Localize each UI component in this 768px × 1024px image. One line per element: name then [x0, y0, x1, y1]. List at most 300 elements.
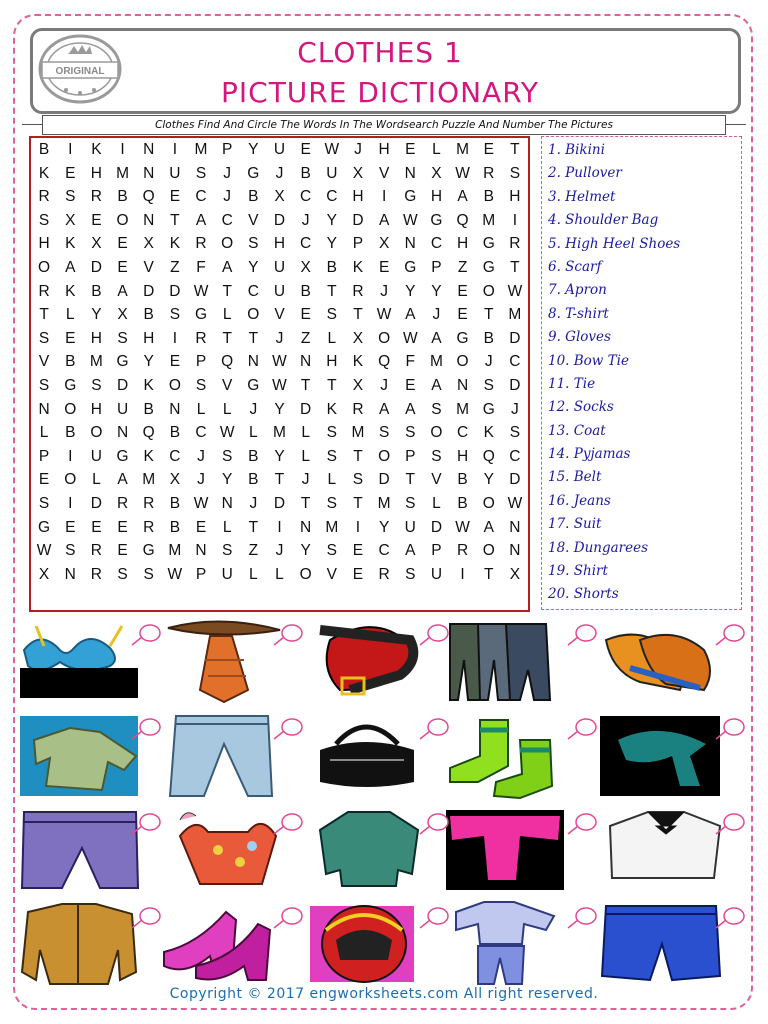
grid-letter[interactable]: T — [405, 471, 415, 489]
grid-letter[interactable]: T — [484, 565, 494, 583]
grid-letter[interactable]: Y — [483, 471, 494, 489]
grid-letter[interactable]: B — [300, 282, 311, 300]
grid-letter[interactable]: W — [402, 329, 418, 347]
grid-letter[interactable]: X — [143, 235, 154, 253]
grid-letter[interactable]: J — [197, 447, 205, 465]
grid-letter[interactable]: L — [249, 424, 258, 442]
grid-letter[interactable]: H — [352, 188, 364, 206]
number-bubble[interactable] — [724, 625, 744, 641]
grid-letter[interactable]: P — [431, 258, 442, 276]
grid-letter[interactable]: S — [38, 329, 50, 347]
grid-letter[interactable]: R — [195, 329, 207, 347]
shirt-icon[interactable] — [610, 812, 720, 878]
grid-letter[interactable]: H — [509, 188, 521, 206]
dungarees-icon[interactable] — [22, 812, 138, 888]
grid-letter[interactable]: L — [432, 494, 441, 512]
grid-letter[interactable]: O — [64, 400, 77, 418]
grid-letter[interactable]: T — [353, 306, 363, 324]
grid-letter[interactable]: E — [457, 282, 468, 300]
grid-letter[interactable]: M — [168, 542, 182, 560]
belt-icon[interactable] — [320, 627, 415, 694]
jeans-icon[interactable] — [170, 716, 272, 796]
grid-letter[interactable]: A — [378, 400, 390, 418]
grid-letter[interactable]: H — [90, 164, 102, 182]
grid-letter[interactable]: O — [116, 211, 129, 229]
grid-letter[interactable]: A — [117, 282, 128, 300]
number-bubble[interactable] — [282, 814, 302, 830]
grid-letter[interactable]: J — [275, 542, 284, 560]
grid-letter[interactable]: P — [195, 353, 207, 371]
grid-letter[interactable]: X — [509, 565, 521, 583]
grid-letter[interactable]: O — [38, 258, 51, 276]
grid-letter[interactable]: S — [222, 447, 233, 465]
grid-letter[interactable]: P — [405, 447, 416, 465]
grid-letter[interactable]: J — [197, 471, 205, 489]
grid-letter[interactable]: N — [300, 518, 312, 536]
grid-letter[interactable]: R — [38, 188, 50, 206]
grid-letter[interactable]: Z — [300, 329, 311, 347]
grid-letter[interactable]: G — [482, 235, 495, 253]
number-bubble[interactable] — [724, 719, 744, 735]
grid-letter[interactable]: T — [274, 471, 285, 489]
grid-letter[interactable]: N — [247, 353, 259, 371]
grid-letter[interactable]: U — [326, 164, 338, 182]
grid-letter[interactable]: N — [143, 141, 155, 158]
grid-letter[interactable]: B — [143, 306, 154, 324]
grid-letter[interactable]: S — [65, 542, 76, 560]
grid-letter[interactable]: H — [90, 329, 102, 347]
grid-letter[interactable]: C — [456, 424, 469, 442]
grid-letter[interactable]: T — [300, 376, 311, 394]
grid-letter[interactable]: V — [248, 211, 259, 229]
grid-letter[interactable]: B — [65, 424, 76, 442]
grid-letter[interactable]: P — [352, 235, 364, 253]
grid-letter[interactable]: S — [326, 542, 337, 560]
grid-letter[interactable]: Y — [143, 353, 154, 371]
grid-letter[interactable]: U — [221, 565, 233, 583]
grid-letter[interactable]: Y — [248, 258, 259, 276]
grid-letter[interactable]: J — [223, 188, 232, 206]
grid-letter[interactable]: P — [431, 542, 442, 560]
grid-letter[interactable]: D — [509, 376, 521, 394]
grid-letter[interactable]: S — [405, 494, 416, 512]
grid-letter[interactable]: C — [195, 188, 207, 206]
grid-letter[interactable]: G — [116, 447, 129, 465]
grid-letter[interactable]: J — [380, 376, 388, 394]
grid-letter[interactable]: G — [404, 188, 417, 206]
grid-letter[interactable]: W — [193, 282, 209, 300]
number-bubble[interactable] — [576, 814, 596, 830]
grid-letter[interactable]: G — [64, 376, 77, 394]
grid-letter[interactable]: I — [68, 141, 73, 158]
grid-letter[interactable]: C — [300, 235, 312, 253]
grid-letter[interactable]: O — [456, 353, 469, 371]
grid-letter[interactable]: X — [352, 329, 364, 347]
grid-letter[interactable]: A — [378, 211, 390, 229]
grid-letter[interactable]: E — [169, 353, 181, 371]
grid-letter[interactable]: R — [143, 494, 155, 512]
grid-letter[interactable]: I — [68, 494, 73, 512]
grid-letter[interactable]: Z — [457, 258, 468, 276]
grid-letter[interactable]: E — [65, 164, 76, 182]
grid-letter[interactable]: Q — [482, 447, 495, 465]
grid-letter[interactable]: A — [405, 542, 416, 560]
grid-letter[interactable]: B — [65, 353, 76, 371]
grid-letter[interactable]: N — [404, 235, 416, 253]
tie-icon[interactable] — [168, 621, 280, 702]
grid-letter[interactable]: R — [456, 542, 469, 560]
grid-letter[interactable]: G — [482, 400, 495, 418]
grid-letter[interactable]: L — [222, 306, 232, 324]
grid-letter[interactable]: S — [38, 211, 50, 229]
grid-letter[interactable]: V — [222, 376, 233, 394]
grid-letter[interactable]: A — [405, 400, 416, 418]
grid-letter[interactable]: S — [248, 235, 259, 253]
grid-letter[interactable]: V — [38, 353, 50, 371]
grid-letter[interactable]: C — [247, 282, 259, 300]
grid-letter[interactable]: I — [460, 565, 465, 583]
grid-letter[interactable]: D — [509, 471, 521, 489]
grid-letter[interactable]: E — [65, 329, 76, 347]
grid-letter[interactable]: Y — [274, 447, 285, 465]
grid-letter[interactable]: H — [378, 141, 390, 158]
pullover-icon[interactable] — [320, 812, 418, 886]
grid-letter[interactable]: L — [275, 565, 284, 583]
grid-letter[interactable]: G — [116, 353, 129, 371]
grid-letter[interactable]: E — [169, 188, 181, 206]
grid-letter[interactable]: B — [483, 329, 494, 347]
grid-letter[interactable]: A — [195, 211, 207, 229]
grid-letter[interactable]: K — [143, 376, 154, 394]
grid-letter[interactable]: R — [90, 542, 102, 560]
grid-letter[interactable]: T — [353, 494, 363, 512]
grid-letter[interactable]: O — [378, 329, 391, 347]
grid-letter[interactable]: L — [92, 471, 101, 489]
grid-letter[interactable]: R — [116, 494, 129, 512]
grid-letter[interactable]: E — [378, 258, 390, 276]
suit-icon[interactable] — [450, 624, 550, 700]
grid-letter[interactable]: K — [65, 282, 76, 300]
grid-letter[interactable]: E — [483, 141, 494, 158]
grid-letter[interactable]: S — [326, 494, 337, 512]
grid-letter[interactable]: S — [195, 164, 207, 182]
grid-letter[interactable]: T — [248, 518, 259, 536]
number-bubble[interactable] — [428, 719, 448, 735]
grid-letter[interactable]: V — [326, 565, 337, 583]
grid-letter[interactable]: X — [352, 164, 364, 182]
grid-letter[interactable]: S — [326, 447, 337, 465]
grid-letter[interactable]: J — [301, 211, 310, 229]
grid-letter[interactable]: L — [301, 447, 310, 465]
grid-letter[interactable]: O — [430, 424, 443, 442]
grid-letter[interactable]: K — [352, 258, 364, 276]
grid-letter[interactable]: B — [300, 164, 311, 182]
grid-letter[interactable]: K — [483, 424, 494, 442]
grid-letter[interactable]: M — [429, 353, 443, 371]
grid-letter[interactable]: G — [404, 258, 417, 276]
grid-letter[interactable]: N — [195, 542, 207, 560]
grid-letter[interactable]: A — [405, 306, 416, 324]
coat-icon[interactable] — [22, 904, 136, 984]
grid-letter[interactable]: F — [196, 258, 206, 276]
grid-letter[interactable]: M — [194, 141, 208, 158]
number-bubble[interactable] — [140, 814, 160, 830]
grid-letter[interactable]: H — [273, 235, 286, 253]
grid-letter[interactable]: B — [169, 424, 181, 442]
grid-letter[interactable]: S — [326, 424, 337, 442]
grid-letter[interactable]: P — [38, 447, 50, 465]
grid-letter[interactable]: S — [352, 471, 364, 489]
grid-letter[interactable]: B — [143, 400, 154, 418]
grid-letter[interactable]: S — [143, 565, 154, 583]
grid-letter[interactable]: M — [351, 424, 365, 442]
grid-letter[interactable]: D — [143, 282, 155, 300]
grid-letter[interactable]: X — [274, 188, 285, 206]
grid-letter[interactable]: X — [378, 235, 390, 253]
grid-letter[interactable]: T — [484, 306, 494, 324]
grid-letter[interactable]: N — [221, 494, 233, 512]
grid-letter[interactable]: Y — [222, 471, 233, 489]
grid-letter[interactable]: C — [300, 188, 312, 206]
grid-letter[interactable]: M — [377, 494, 391, 512]
number-bubble[interactable] — [282, 625, 302, 641]
grid-letter[interactable]: R — [483, 164, 495, 182]
grid-letter[interactable]: O — [378, 447, 391, 465]
grid-letter[interactable]: A — [483, 518, 494, 536]
grid-letter[interactable]: K — [91, 141, 102, 158]
grid-letter[interactable]: G — [247, 376, 260, 394]
grid-letter[interactable]: H — [456, 235, 469, 253]
grid-letter[interactable]: J — [301, 471, 310, 489]
shoulder-bag-icon[interactable] — [320, 727, 414, 787]
grid-letter[interactable]: A — [431, 329, 442, 347]
grid-letter[interactable]: W — [507, 282, 523, 300]
grid-letter[interactable]: U — [273, 141, 286, 158]
grid-letter[interactable]: Y — [300, 542, 311, 560]
grid-letter[interactable]: G — [482, 258, 495, 276]
grid-letter[interactable]: C — [509, 353, 521, 371]
grid-letter[interactable]: G — [247, 164, 260, 182]
grid-letter[interactable]: G — [430, 211, 443, 229]
high-heel-shoes-icon[interactable] — [164, 912, 270, 980]
grid-letter[interactable]: W — [402, 211, 418, 229]
grid-letter[interactable]: O — [482, 542, 495, 560]
grid-letter[interactable]: Y — [274, 400, 285, 418]
number-bubble[interactable] — [724, 814, 744, 830]
grid-letter[interactable]: L — [249, 565, 258, 583]
grid-letter[interactable]: D — [90, 494, 102, 512]
grid-letter[interactable]: G — [456, 329, 469, 347]
grid-letter[interactable]: L — [222, 400, 232, 418]
grid-letter[interactable]: L — [222, 518, 232, 536]
grid-letter[interactable]: L — [196, 400, 206, 418]
grid-letter[interactable]: B — [38, 141, 50, 158]
grid-letter[interactable]: J — [432, 306, 441, 324]
grid-letter[interactable]: D — [509, 329, 521, 347]
grid-letter[interactable]: D — [378, 471, 390, 489]
grid-letter[interactable]: Y — [248, 141, 259, 158]
grid-letter[interactable]: C — [326, 188, 338, 206]
scarf-icon[interactable] — [600, 716, 720, 796]
grid-letter[interactable]: M — [142, 471, 156, 489]
grid-letter[interactable]: E — [117, 235, 128, 253]
number-bubble[interactable] — [576, 908, 596, 924]
grid-letter[interactable]: N — [64, 565, 76, 583]
grid-letter[interactable]: M — [508, 306, 522, 324]
grid-letter[interactable]: L — [39, 424, 49, 442]
grid-letter[interactable]: K — [326, 400, 337, 418]
grid-letter[interactable]: N — [509, 518, 521, 536]
grid-letter[interactable]: N — [38, 400, 50, 418]
grid-letter[interactable]: L — [65, 306, 75, 324]
grid-letter[interactable]: J — [354, 141, 362, 158]
grid-letter[interactable]: V — [274, 306, 285, 324]
grid-letter[interactable]: B — [169, 518, 181, 536]
number-bubble[interactable] — [282, 908, 302, 924]
number-bubble[interactable] — [724, 908, 744, 924]
grid-letter[interactable]: G — [38, 518, 51, 536]
grid-letter[interactable]: K — [143, 447, 154, 465]
grid-letter[interactable]: Y — [405, 282, 416, 300]
grid-letter[interactable]: Y — [91, 306, 102, 324]
grid-letter[interactable]: U — [90, 447, 102, 465]
grid-letter[interactable]: B — [326, 258, 337, 276]
grid-letter[interactable]: I — [381, 188, 387, 206]
grid-letter[interactable]: G — [194, 306, 208, 324]
grid-letter[interactable]: D — [169, 282, 181, 300]
grid-letter[interactable]: E — [91, 518, 102, 536]
grid-letter[interactable]: L — [327, 329, 337, 347]
grid-letter[interactable]: W — [219, 424, 235, 442]
grid-letter[interactable]: T — [222, 282, 232, 300]
grid-letter[interactable]: W — [193, 494, 209, 512]
grid-letter[interactable]: R — [143, 518, 155, 536]
grid-letter[interactable]: E — [117, 518, 128, 536]
grid-letter[interactable]: E — [65, 518, 76, 536]
grid-letter[interactable]: A — [222, 258, 233, 276]
helmet-icon[interactable] — [310, 906, 414, 982]
t-shirt-icon[interactable] — [20, 716, 138, 796]
grid-letter[interactable]: S — [483, 376, 494, 394]
grid-letter[interactable]: J — [249, 494, 258, 512]
grid-letter[interactable]: L — [432, 141, 441, 158]
grid-letter[interactable]: B — [248, 447, 259, 465]
grid-letter[interactable]: Z — [170, 258, 180, 276]
grid-letter[interactable]: E — [117, 542, 128, 560]
grid-letter[interactable]: E — [457, 306, 468, 324]
grid-letter[interactable]: C — [430, 235, 443, 253]
grid-letter[interactable]: M — [456, 400, 470, 418]
grid-letter[interactable]: S — [65, 188, 76, 206]
grid-letter[interactable]: M — [89, 353, 103, 371]
grid-letter[interactable]: H — [456, 447, 469, 465]
grid-letter[interactable]: J — [484, 353, 493, 371]
grid-letter[interactable]: T — [39, 306, 49, 324]
grid-letter[interactable]: M — [482, 211, 496, 229]
grid-letter[interactable]: K — [352, 353, 364, 371]
grid-letter[interactable]: J — [380, 282, 388, 300]
grid-letter[interactable]: B — [483, 188, 494, 206]
number-bubble[interactable] — [140, 625, 160, 641]
grid-letter[interactable]: O — [482, 494, 495, 512]
grid-letter[interactable]: S — [378, 424, 390, 442]
grid-letter[interactable]: T — [300, 494, 311, 512]
grid-letter[interactable]: J — [249, 400, 258, 418]
grid-letter[interactable]: C — [169, 447, 181, 465]
grid-letter[interactable]: B — [169, 494, 181, 512]
grid-letter[interactable]: X — [65, 211, 76, 229]
grid-letter[interactable]: T — [510, 141, 520, 158]
grid-letter[interactable]: Q — [378, 353, 391, 371]
grid-letter[interactable]: M — [325, 518, 339, 536]
grid-letter[interactable]: D — [116, 376, 129, 394]
grid-letter[interactable]: W — [272, 376, 287, 394]
grid-letter[interactable]: Q — [221, 353, 234, 371]
grid-letter[interactable]: S — [117, 329, 128, 347]
number-bubble[interactable] — [428, 814, 448, 830]
grid-letter[interactable]: S — [117, 565, 128, 583]
grid-letter[interactable]: B — [248, 188, 259, 206]
shorts-icon[interactable] — [602, 906, 720, 980]
grid-letter[interactable]: Y — [431, 282, 442, 300]
grid-letter[interactable]: J — [275, 164, 284, 182]
grid-letter[interactable]: I — [277, 518, 282, 536]
grid-letter[interactable]: Z — [248, 542, 259, 560]
grid-letter[interactable]: O — [247, 306, 260, 324]
grid-letter[interactable]: N — [169, 400, 181, 418]
grid-letter[interactable]: T — [248, 329, 259, 347]
grid-letter[interactable]: T — [353, 447, 363, 465]
grid-letter[interactable]: U — [273, 258, 286, 276]
grid-letter[interactable]: L — [301, 424, 310, 442]
grid-letter[interactable]: N — [509, 542, 521, 560]
grid-letter[interactable]: O — [64, 471, 77, 489]
pyjamas-icon[interactable] — [446, 810, 564, 890]
grid-letter[interactable]: Y — [326, 211, 337, 229]
grid-letter[interactable]: M — [116, 164, 129, 182]
grid-letter[interactable]: D — [273, 211, 286, 229]
grid-letter[interactable]: B — [117, 188, 128, 206]
grid-letter[interactable]: H — [38, 235, 50, 253]
grid-letter[interactable]: H — [143, 329, 155, 347]
grid-letter[interactable]: R — [38, 282, 50, 300]
grid-letter[interactable]: U — [273, 282, 286, 300]
grid-letter[interactable]: X — [117, 306, 128, 324]
grid-letter[interactable]: A — [431, 376, 442, 394]
grid-letter[interactable]: U — [116, 400, 129, 418]
grid-letter[interactable]: S — [405, 424, 416, 442]
grid-letter[interactable]: I — [68, 447, 73, 465]
grid-letter[interactable]: W — [324, 141, 340, 158]
grid-letter[interactable]: O — [299, 565, 312, 583]
grid-letter[interactable]: A — [65, 258, 76, 276]
grid-letter[interactable]: N — [300, 353, 312, 371]
grid-letter[interactable]: D — [273, 494, 286, 512]
grid-letter[interactable]: P — [222, 141, 233, 158]
grid-letter[interactable]: W — [455, 518, 470, 536]
grid-letter[interactable]: N — [143, 164, 155, 182]
grid-letter[interactable]: P — [195, 565, 207, 583]
grid-letter[interactable]: H — [430, 188, 443, 206]
grid-letter[interactable]: R — [90, 565, 102, 583]
grid-letter[interactable]: R — [352, 282, 364, 300]
grid-letter[interactable]: R — [509, 235, 521, 253]
grid-letter[interactable]: V — [431, 471, 442, 489]
grid-letter[interactable]: S — [38, 376, 50, 394]
grid-letter[interactable]: C — [509, 447, 521, 465]
grid-letter[interactable]: U — [404, 518, 416, 536]
grid-letter[interactable]: R — [90, 188, 102, 206]
